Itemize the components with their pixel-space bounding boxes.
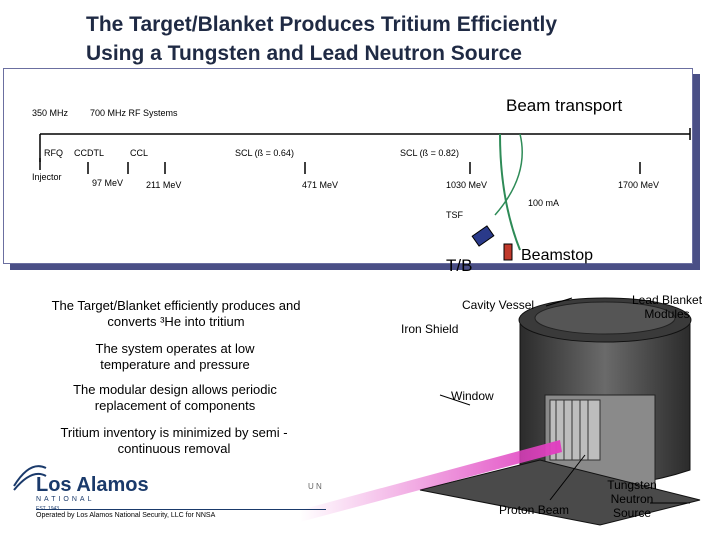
tungsten-source-label: Tungsten Neutron Source <box>607 478 657 520</box>
energy-1030-label: 1030 MeV <box>446 180 488 190</box>
energy-97-label: 97 MeV <box>92 178 124 188</box>
rf-700-label: 700 MHz RF Systems <box>90 108 178 118</box>
title-line-2: Using a Tungsten and Lead Neutron Source <box>86 42 522 65</box>
logo-subtitle: NATIONAL <box>36 496 95 503</box>
proton-beam-label: Proton Beam <box>499 503 570 517</box>
window-label: Window <box>451 389 494 403</box>
bullet-4: Tritium inventory is minimized by semi -continuous removal <box>60 425 288 456</box>
bullet-1: The Target/Blanket efficiently produces and converts ³He into tritium <box>51 298 301 329</box>
injector-label: Injector <box>32 172 62 182</box>
scl-2-label: SCL (ß = 0.82) <box>400 148 459 158</box>
tb-label: T/B <box>446 256 473 275</box>
lead-blanket-label: Lead Blanket Modules <box>631 293 703 321</box>
bullet-3: The modular design allows periodic replacement of components <box>73 382 277 413</box>
energy-211-label: 211 MeV <box>146 180 182 190</box>
iron-shield-label: Iron Shield <box>401 322 459 336</box>
title-line-1: The Target/Blanket Produces Tritium Efficiently <box>86 13 558 36</box>
energy-1700-label: 1700 MeV <box>618 180 660 190</box>
cavity-vessel-label: Cavity Vessel <box>462 298 535 312</box>
un-text: U N <box>308 482 322 491</box>
tsf-label: TSF <box>446 210 463 220</box>
scl-1-label: SCL (ß = 0.64) <box>235 148 294 158</box>
rfq-label: RFQ <box>44 148 63 158</box>
footer-rule <box>36 509 326 510</box>
beamstop-label: Beamstop <box>521 247 594 264</box>
logo-est: EST. 1943 <box>36 506 60 512</box>
operated-by-text: Operated by Los Alamos National Security, LLC for NNSA <box>36 512 216 519</box>
rf-350-label: 350 MHz <box>32 108 69 118</box>
current-label: 100 mA <box>528 198 560 208</box>
energy-471-label: 471 MeV <box>302 180 339 190</box>
ccl-label: CCL <box>130 148 149 158</box>
beam-transport-label: Beam transport <box>506 96 623 115</box>
bullet-2: The system operates at low temperature and pressure <box>95 341 255 372</box>
los-alamos-logo: Los Alamos <box>36 474 149 496</box>
ccdtl-label: CCDTL <box>74 148 105 158</box>
